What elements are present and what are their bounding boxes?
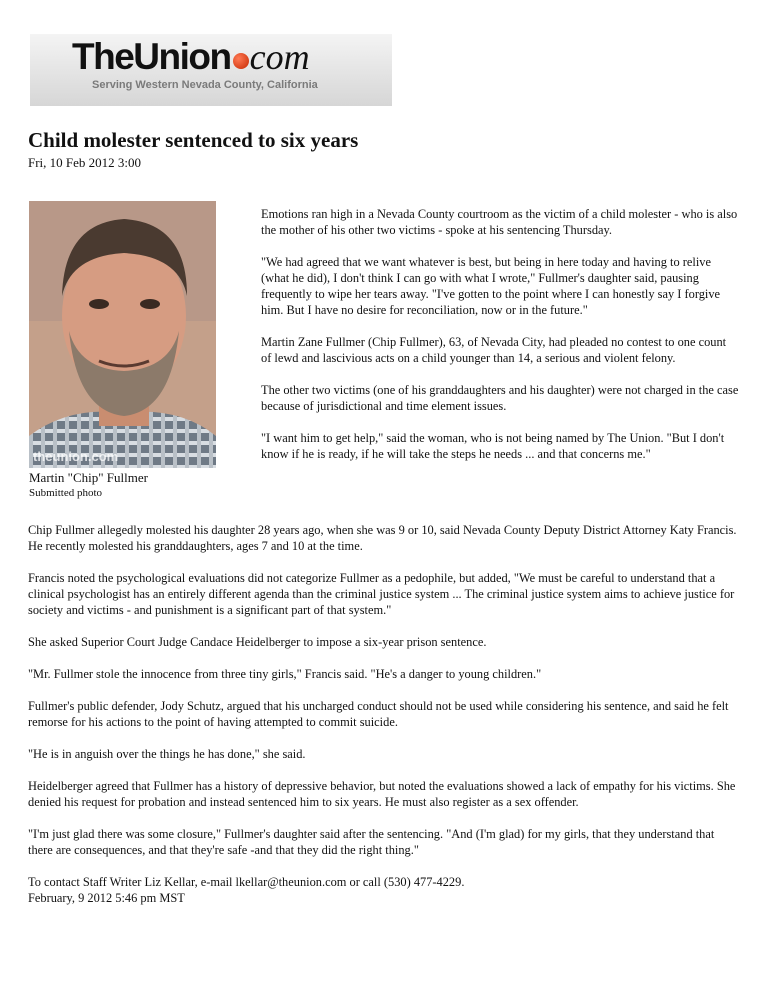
- logo-brand: TheUnion: [72, 36, 231, 77]
- body-paragraph: Chip Fullmer allegedly molested his daughter 28 years ago, when she was 9 or 10, said Nevada County Deputy District Attorney Katy Francis. He recently molested his granddaughters, ages 7 and 10 at the time.: [28, 523, 737, 553]
- body-paragraph: "Mr. Fullmer stole the innocence from three tiny girls," Francis said. "He's a danger to young children.": [28, 667, 542, 681]
- side-paragraph: Emotions ran high in a Nevada County courtroom as the victim of a child molester - who is also the mother of his other two victims - spoke at his sentencing Thursday.: [261, 207, 738, 237]
- masthead: [30, 34, 392, 106]
- portrait-image: [29, 201, 216, 468]
- side-paragraph: The other two victims (one of his granddaughters and his daughter) were not charged in the case because of jurisdictional and time element issues.: [261, 383, 739, 413]
- masthead-tagline: Serving Western Nevada County, California: [92, 79, 318, 91]
- side-paragraph: "I want him to get help," said the woman, who is not being named by The Union. "But I don't know if he is ready, if he will take the steps he needs ... and that concerns me.": [261, 431, 725, 461]
- body-paragraph: Francis noted the psychological evaluations did not categorize Fullmer as a pedophile, but added, "We must be careful to understand that a clinical psychologist has an entirely different agenda than the criminal justice system ... The criminal justice system aims to achieve justice for society and victims - and punishment is a significant part of that system.": [28, 571, 735, 617]
- side-paragraph: Martin Zane Fullmer (Chip Fullmer), 63, of Nevada City, had pleaded no contest to one count of lewd and lascivious acts on a child younger than 14, a serious and violent felony.: [261, 335, 727, 365]
- body-paragraph: She asked Superior Court Judge Candace Heidelberger to impose a six-year prison sentence.: [28, 635, 487, 649]
- photo-caption: Martin "Chip" Fullmer: [29, 470, 148, 485]
- photo-credit: Submitted photo: [29, 487, 103, 499]
- side-paragraph: "We had agreed that we want whatever is best, but being in here today and having to relive (what he did), I don't think I can go with what I wrote," Fullmer's daughter said, pausing frequently to wipe her tears away. "I've gotten to the point where I can honestly say I forgive him. But I have no desire for reconciliation, now or in the future.": [261, 255, 721, 317]
- body-paragraph: Heidelberger agreed that Fullmer has a history of depressive behavior, but noted the evaluations showed a lack of empathy for his victims. She denied his request for probation and instead sentenced him to six years. He must also register as a sex offender.: [28, 779, 736, 809]
- footer-date: February, 9 2012 5:46 pm MST: [28, 891, 185, 905]
- site-logo[interactable]: [72, 36, 310, 78]
- logo-domain: com: [249, 37, 310, 77]
- body-paragraph: "I'm just glad there was some closure," Fullmer's daughter said after the sentencing. "And (I'm glad) for my girls, that they understand that there are consequences, and that they're safe -and that they did the right thing.": [28, 827, 715, 857]
- contact-line: To contact Staff Writer Liz Kellar, e-mail lkellar@theunion.com or call (530) 477-4229.: [28, 875, 465, 889]
- body-paragraph: "He is in anguish over the things he has done," she said.: [28, 747, 306, 761]
- body-paragraph: Fullmer's public defender, Jody Schutz, argued that his uncharged conduct should not be used while considering his sentence, and said he felt remorse for his actions to the point of having attempted to commit suicide.: [28, 699, 729, 729]
- article-dateline: Fri, 10 Feb 2012 3:00: [28, 155, 142, 170]
- article-body: [28, 522, 740, 906]
- side-column: [261, 206, 739, 478]
- photo-watermark: theunion.com: [33, 449, 119, 464]
- article-photo: [29, 201, 216, 468]
- article-title: Child molester sentenced to six years: [28, 128, 359, 152]
- logo-dot-icon: [233, 53, 249, 69]
